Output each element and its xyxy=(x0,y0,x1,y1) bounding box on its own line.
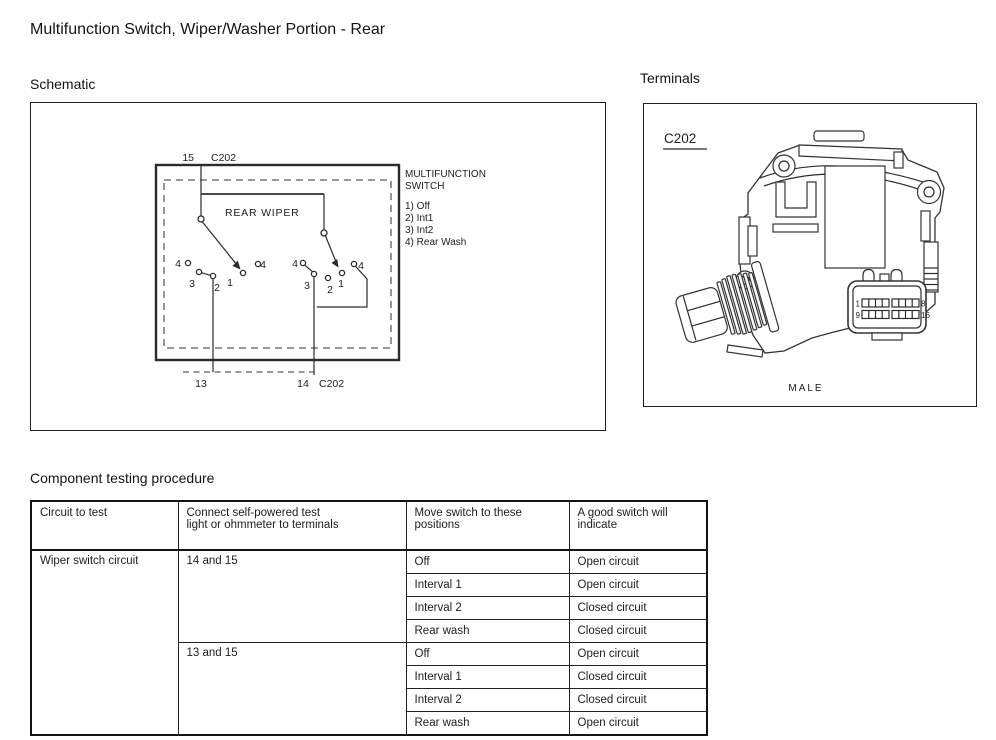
right-contact-4b-label: 4 xyxy=(358,260,364,272)
position-cell: Interval 2 xyxy=(406,597,569,620)
bottom-terminals xyxy=(183,372,344,390)
multifunction-switch-legend xyxy=(405,169,486,248)
col-header-connect: Connect self-powered test light or ohmmeter to terminals xyxy=(178,501,406,550)
result-cell: Open circuit xyxy=(569,643,707,666)
terminals-panel xyxy=(643,103,977,407)
legend-item-off: 1) Off xyxy=(405,201,430,212)
legend-item-int2: 3) Int2 xyxy=(405,225,434,236)
left-switch-arrow xyxy=(233,261,241,270)
position-cell: Off xyxy=(406,550,569,574)
pin-8-label: 8 xyxy=(921,299,926,309)
position-cell: Rear wash xyxy=(406,712,569,736)
position-cell: Interval 1 xyxy=(406,574,569,597)
col-header-indicate: A good switch will indicate xyxy=(569,501,707,550)
legend-title-line2: SWITCH xyxy=(405,181,445,192)
housing-foot xyxy=(872,333,902,340)
col-header-positions: Move switch to these positions xyxy=(406,501,569,550)
pin-9-label: 9 xyxy=(855,311,860,320)
col-header-circuit: Circuit to test xyxy=(31,501,178,550)
right-contact-2-label: 2 xyxy=(327,284,333,296)
u-bracket-base xyxy=(773,224,818,232)
left-contact-3-label: 3 xyxy=(189,278,195,290)
terminal-15-label: 15 xyxy=(182,152,194,164)
rear-wiper-label: REAR WIPER xyxy=(225,207,300,219)
result-cell: Closed circuit xyxy=(569,597,707,620)
position-cell: Interval 1 xyxy=(406,666,569,689)
right-contact-1-label: 1 xyxy=(338,278,344,290)
result-cell: Closed circuit xyxy=(569,666,707,689)
pin-1-label: 1 xyxy=(855,299,860,309)
page-title: Multifunction Switch, Wiper/Washer Portion - Rear xyxy=(30,21,386,38)
connector-name: C202 xyxy=(664,131,697,146)
testing-table xyxy=(30,500,708,736)
center-block xyxy=(825,166,885,268)
right-switch xyxy=(292,230,367,375)
circuit-cell: Wiper switch circuit xyxy=(31,550,178,735)
schematic-heading: Schematic xyxy=(30,76,96,92)
legend-item-int1: 2) Int1 xyxy=(405,213,434,224)
schematic-panel xyxy=(30,102,606,431)
testing-heading: Component testing procedure xyxy=(30,470,215,486)
right-contact-3-label: 3 xyxy=(304,280,310,292)
position-cell: Off xyxy=(406,643,569,666)
schematic-drawing xyxy=(31,103,605,430)
top-connector-label: C202 xyxy=(211,152,237,164)
left-contact-4a-label: 4 xyxy=(175,258,181,270)
left-contact-2-label: 2 xyxy=(214,282,220,294)
top-bar-step xyxy=(894,152,903,168)
table-row xyxy=(31,550,707,574)
bottom-connector-label: C202 xyxy=(319,378,345,390)
legend-item-rear-wash: 4) Rear Wash xyxy=(405,237,467,248)
connector-drawing xyxy=(644,104,976,404)
result-cell: Open circuit xyxy=(569,550,707,574)
left-contact-4b-label: 4 xyxy=(260,259,266,271)
position-cell: Interval 2 xyxy=(406,689,569,712)
mount-boss-right xyxy=(918,181,941,204)
terminals-cell-14-15: 14 and 15 xyxy=(178,550,406,643)
right-bracket xyxy=(921,211,930,241)
terminal-14-label: 14 xyxy=(297,378,309,390)
table-header-row xyxy=(31,501,707,550)
terminal-13-label: 13 xyxy=(195,378,207,390)
left-contact-1-label: 1 xyxy=(227,277,233,289)
position-cell: Rear wash xyxy=(406,620,569,643)
legend-title-line1: MULTIFUNCTION xyxy=(405,169,486,180)
mount-boss-top-left xyxy=(773,155,795,177)
top-cap xyxy=(814,131,864,141)
pin-16-label: 16 xyxy=(921,311,930,320)
connector-c202-label xyxy=(663,131,707,149)
right-contact-4a-label: 4 xyxy=(292,258,298,270)
terminals-cell-13-15: 13 and 15 xyxy=(178,643,406,736)
result-cell: Open circuit xyxy=(569,712,707,736)
terminals-heading: Terminals xyxy=(640,70,700,86)
result-cell: Closed circuit xyxy=(569,620,707,643)
result-cell: Closed circuit xyxy=(569,689,707,712)
left-bracket-inner xyxy=(748,226,757,256)
male-label: MALE xyxy=(788,383,824,394)
result-cell: Open circuit xyxy=(569,574,707,597)
body-foot xyxy=(727,345,763,357)
testing-table-wrap xyxy=(30,500,708,736)
